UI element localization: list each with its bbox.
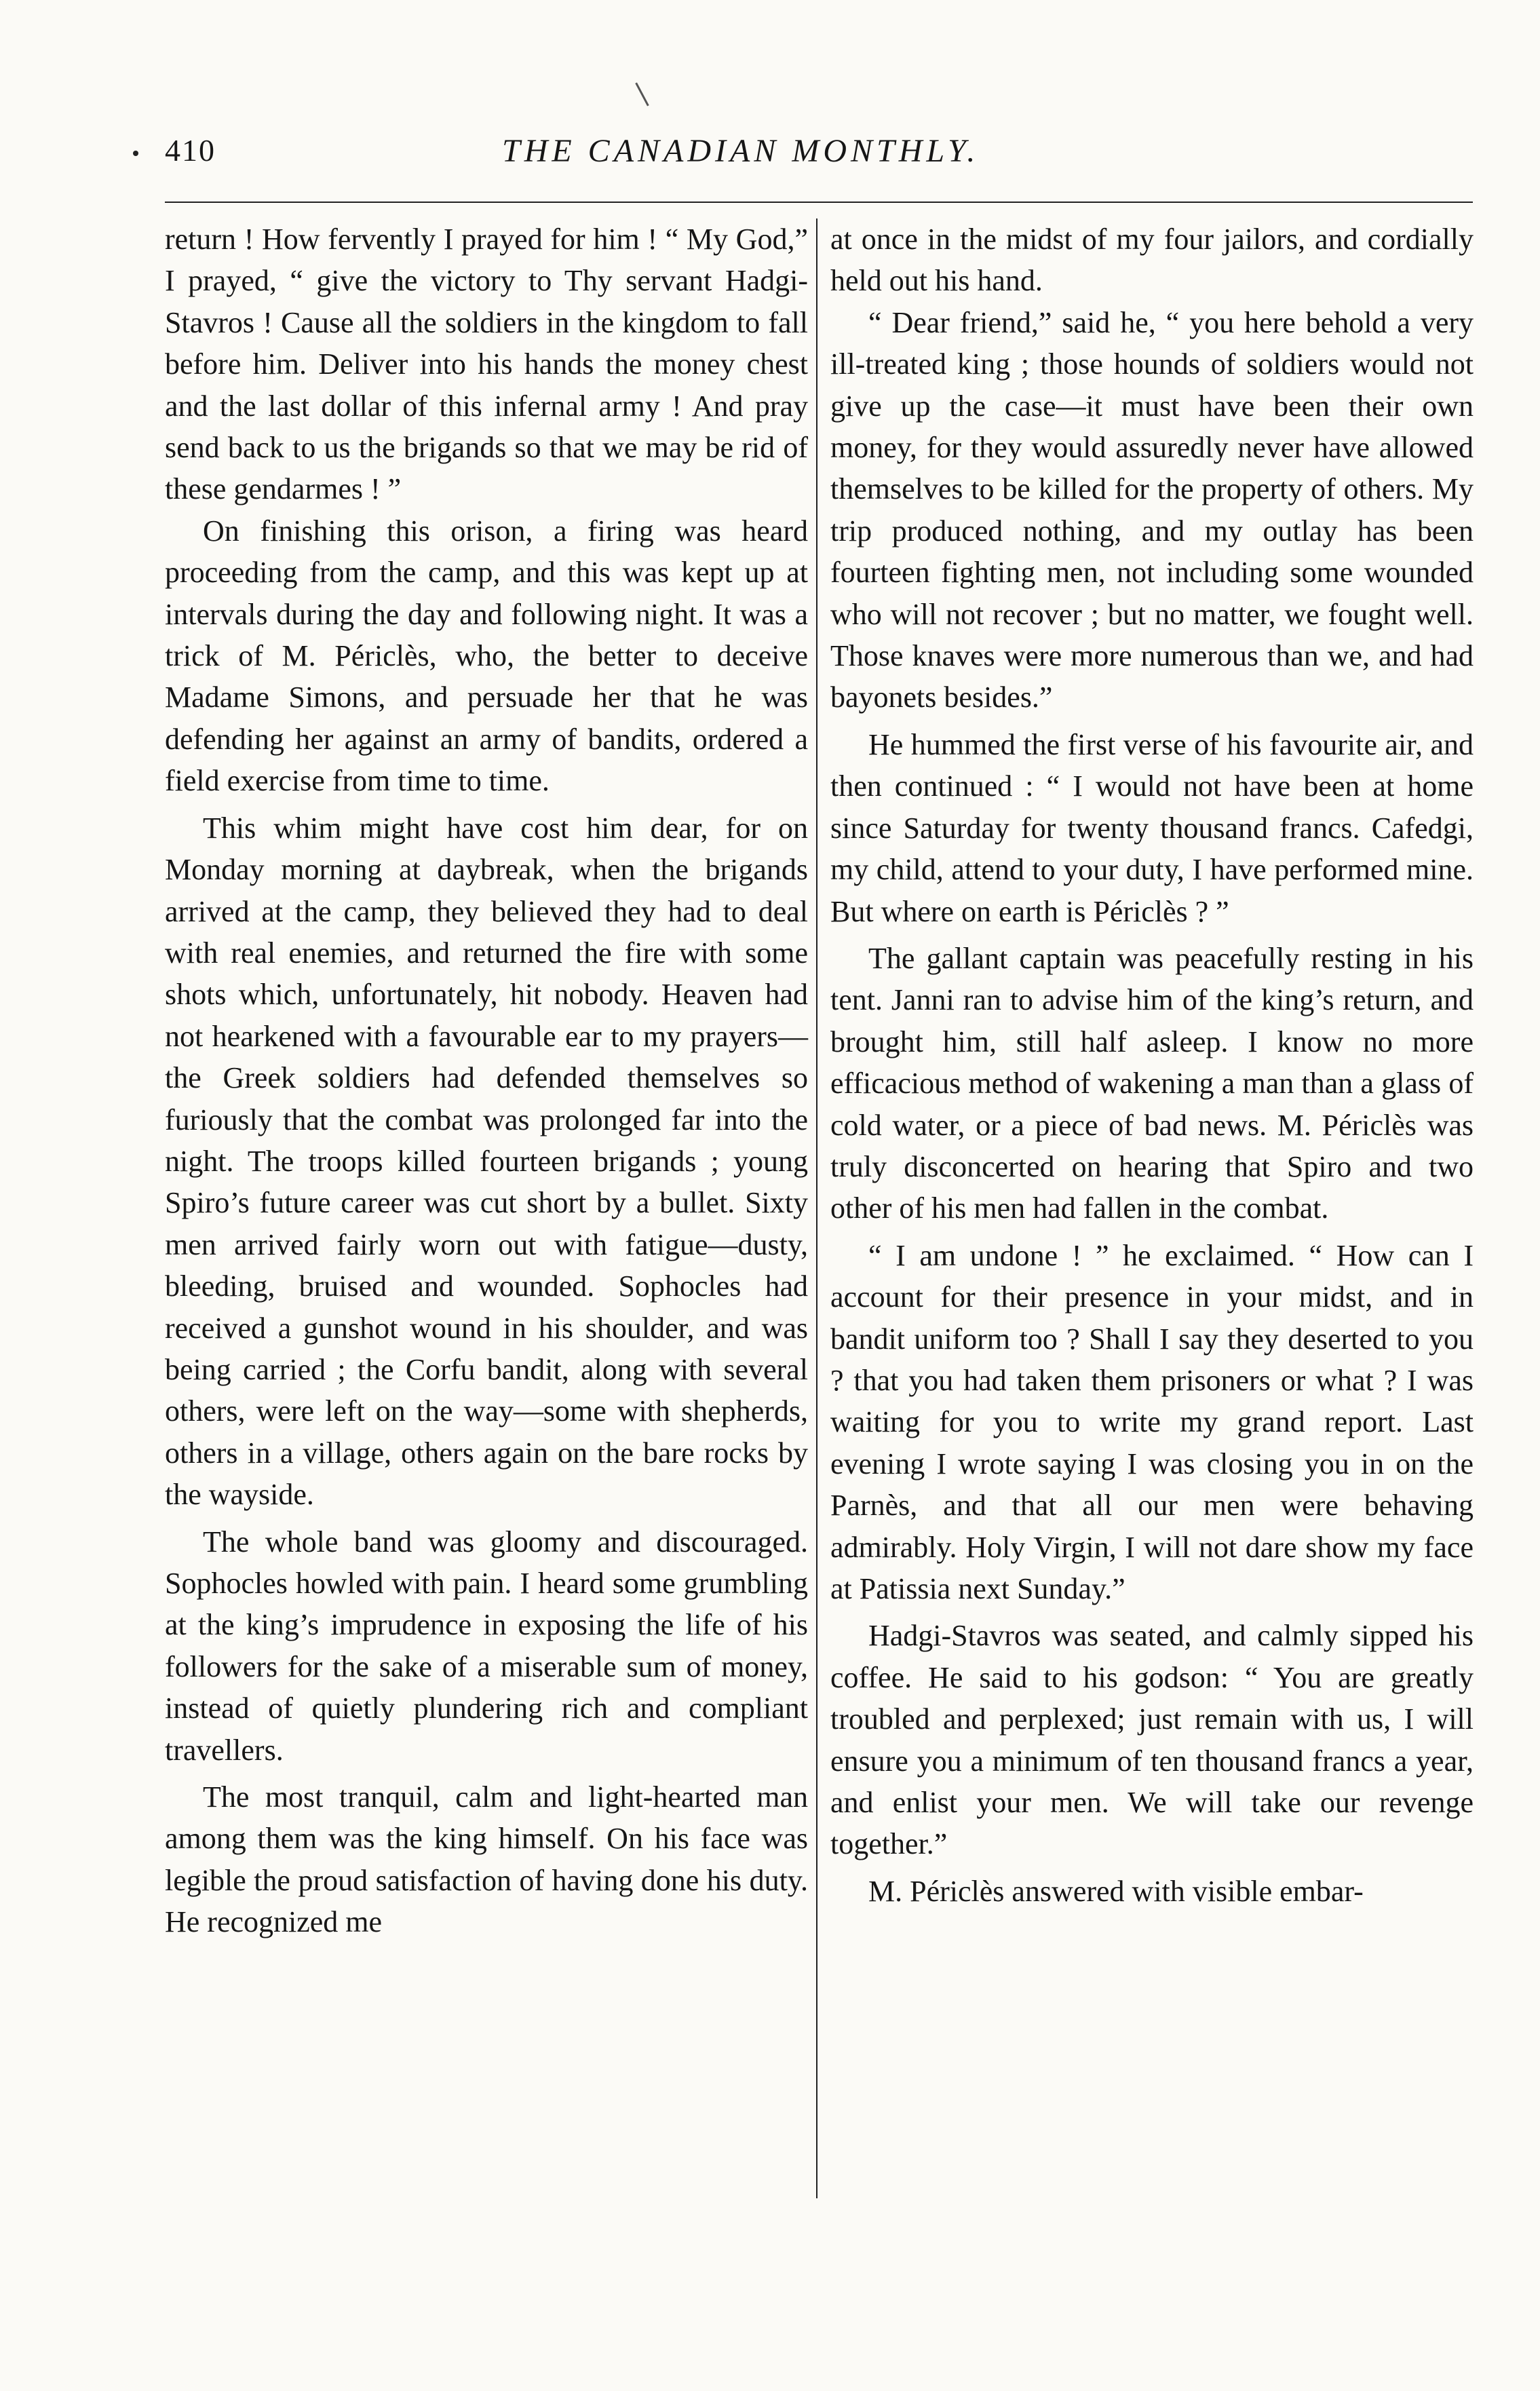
paragraph: The whole band was gloomy and discouraged. Sophocles howled with pain. I heard some grumbling at the king’s imprudence in exposing the life of his followers for the sake of a miserable sum of money, instead of quietly plundering rich and compliant travellers. — [165, 1525, 808, 1767]
paragraph: “ Dear friend,” said he, “ you here behold a very ill-treated king ; those hounds of soldiers would not give up the case—it must have been their own money, for they would assuredly never have allowed themselves to be killed for the property of others. My trip produced nothing, and my outlay has been fourteen fighting men, not including some wounded who will not recover ; but no matter, we fought well. Those knaves were more numerous than we, and had bayonets besides.” — [830, 305, 1474, 714]
paragraph: The most tranquil, calm and light-hearted man among them was the king himself. On his face was legible the proud satisfaction of having done his duty. He recognized me — [165, 1780, 808, 1939]
page-number: 410 — [165, 133, 216, 168]
left-column — [165, 218, 808, 1943]
paragraph: Hadgi-Stavros was seated, and calmly sipped his coffee. He said to his godson: “ You are greatly troubled and perplexed; just remain with us, I will ensure you a minimum of ten thousand francs a year, and enlist your men. We will take our revenge together.” — [830, 1619, 1474, 1861]
paragraph: “ I am undone ! ” he exclaimed. “ How can I account for their presence in your midst, and in bandit uniform too ? Shall I say they deserted to you ? that you had taken them prisoners or what ? I was waiting for you to write my grand report. Last evening I wrote saying I was closing you in on the Parnès, and that all our men were behaving admirably. Holy Virgin, I will not dare show my face at Patissia next Sunday.” — [830, 1238, 1474, 1605]
margin-dot — [133, 151, 138, 156]
paragraph: This whim might have cost him dear, for on Monday morning at daybreak, when the brigands arrived at the camp, they believed they had to deal with real enemies, and returned the fire with some shots which, unfortunately, hit nobody. Heaven had not hearkened with a favourable ear to my prayers—the Greek soldiers had defended themselves so furiously that the combat was prolonged far into the night. The troops killed fourteen brigands ; young Spiro’s future career was cut short by a bullet. Sixty men arrived fairly worn out with fatigue—dusty, bleeding, bruised and wounded. Sophocles had received a gunshot wound in his shoulder, and was being carried ; the Corfu bandit, along with several others, were left on the way—some with shepherds, others in a village, others again on the bare rocks by the wayside. — [165, 811, 808, 1512]
paragraph: He hummed the first verse of his favourite air, and then continued : “ I would not have been at home since Saturday for twenty thousand francs. Cafedgi, my child, attend to your duty, I have performed mine. But where on earth is Périclès ? ” — [830, 727, 1474, 928]
column-divider — [816, 218, 817, 2198]
paragraph: On finishing this orison, a firing was heard proceeding from the camp, and this was kept up at intervals during the day and following night. It was a trick of M. Périclès, who, the better to deceive Madame Simons, and persuade her that he was defending her against an army of bandits, ordered a field exercise from time to time. — [165, 514, 808, 798]
paragraph: return ! How fervently I prayed for him ! “ My God,” I prayed, “ give the victory to Thy servant Hadgi-Stavros ! Cause all the soldiers in the kingdom to fall before him. Deliver into his hands the money chest and the last dollar of this infernal army ! And pray send back to us the brigands so that we may be rid of these gendarmes ! ” — [165, 223, 808, 506]
paragraph: The gallant captain was peacefully resting in his tent. Janni ran to advise him of the king’s return, and brought him, still half asleep. I know no more efficacious method of wakening a man than a glass of cold water, or a piece of bad news. M. Périclès was truly disconcerted on hearing that Spiro and two other of his men had fallen in the combat. — [830, 941, 1474, 1225]
header-rule — [165, 202, 1473, 203]
paragraph: at once in the midst of my four jailors, and cordially held out his hand. — [830, 223, 1474, 298]
right-column — [830, 218, 1474, 1912]
running-title: THE CANADIAN MONTHLY. — [502, 133, 980, 169]
stray-mark — [635, 83, 649, 107]
paragraph: M. Périclès answered with visible embar- — [868, 1874, 1364, 1908]
